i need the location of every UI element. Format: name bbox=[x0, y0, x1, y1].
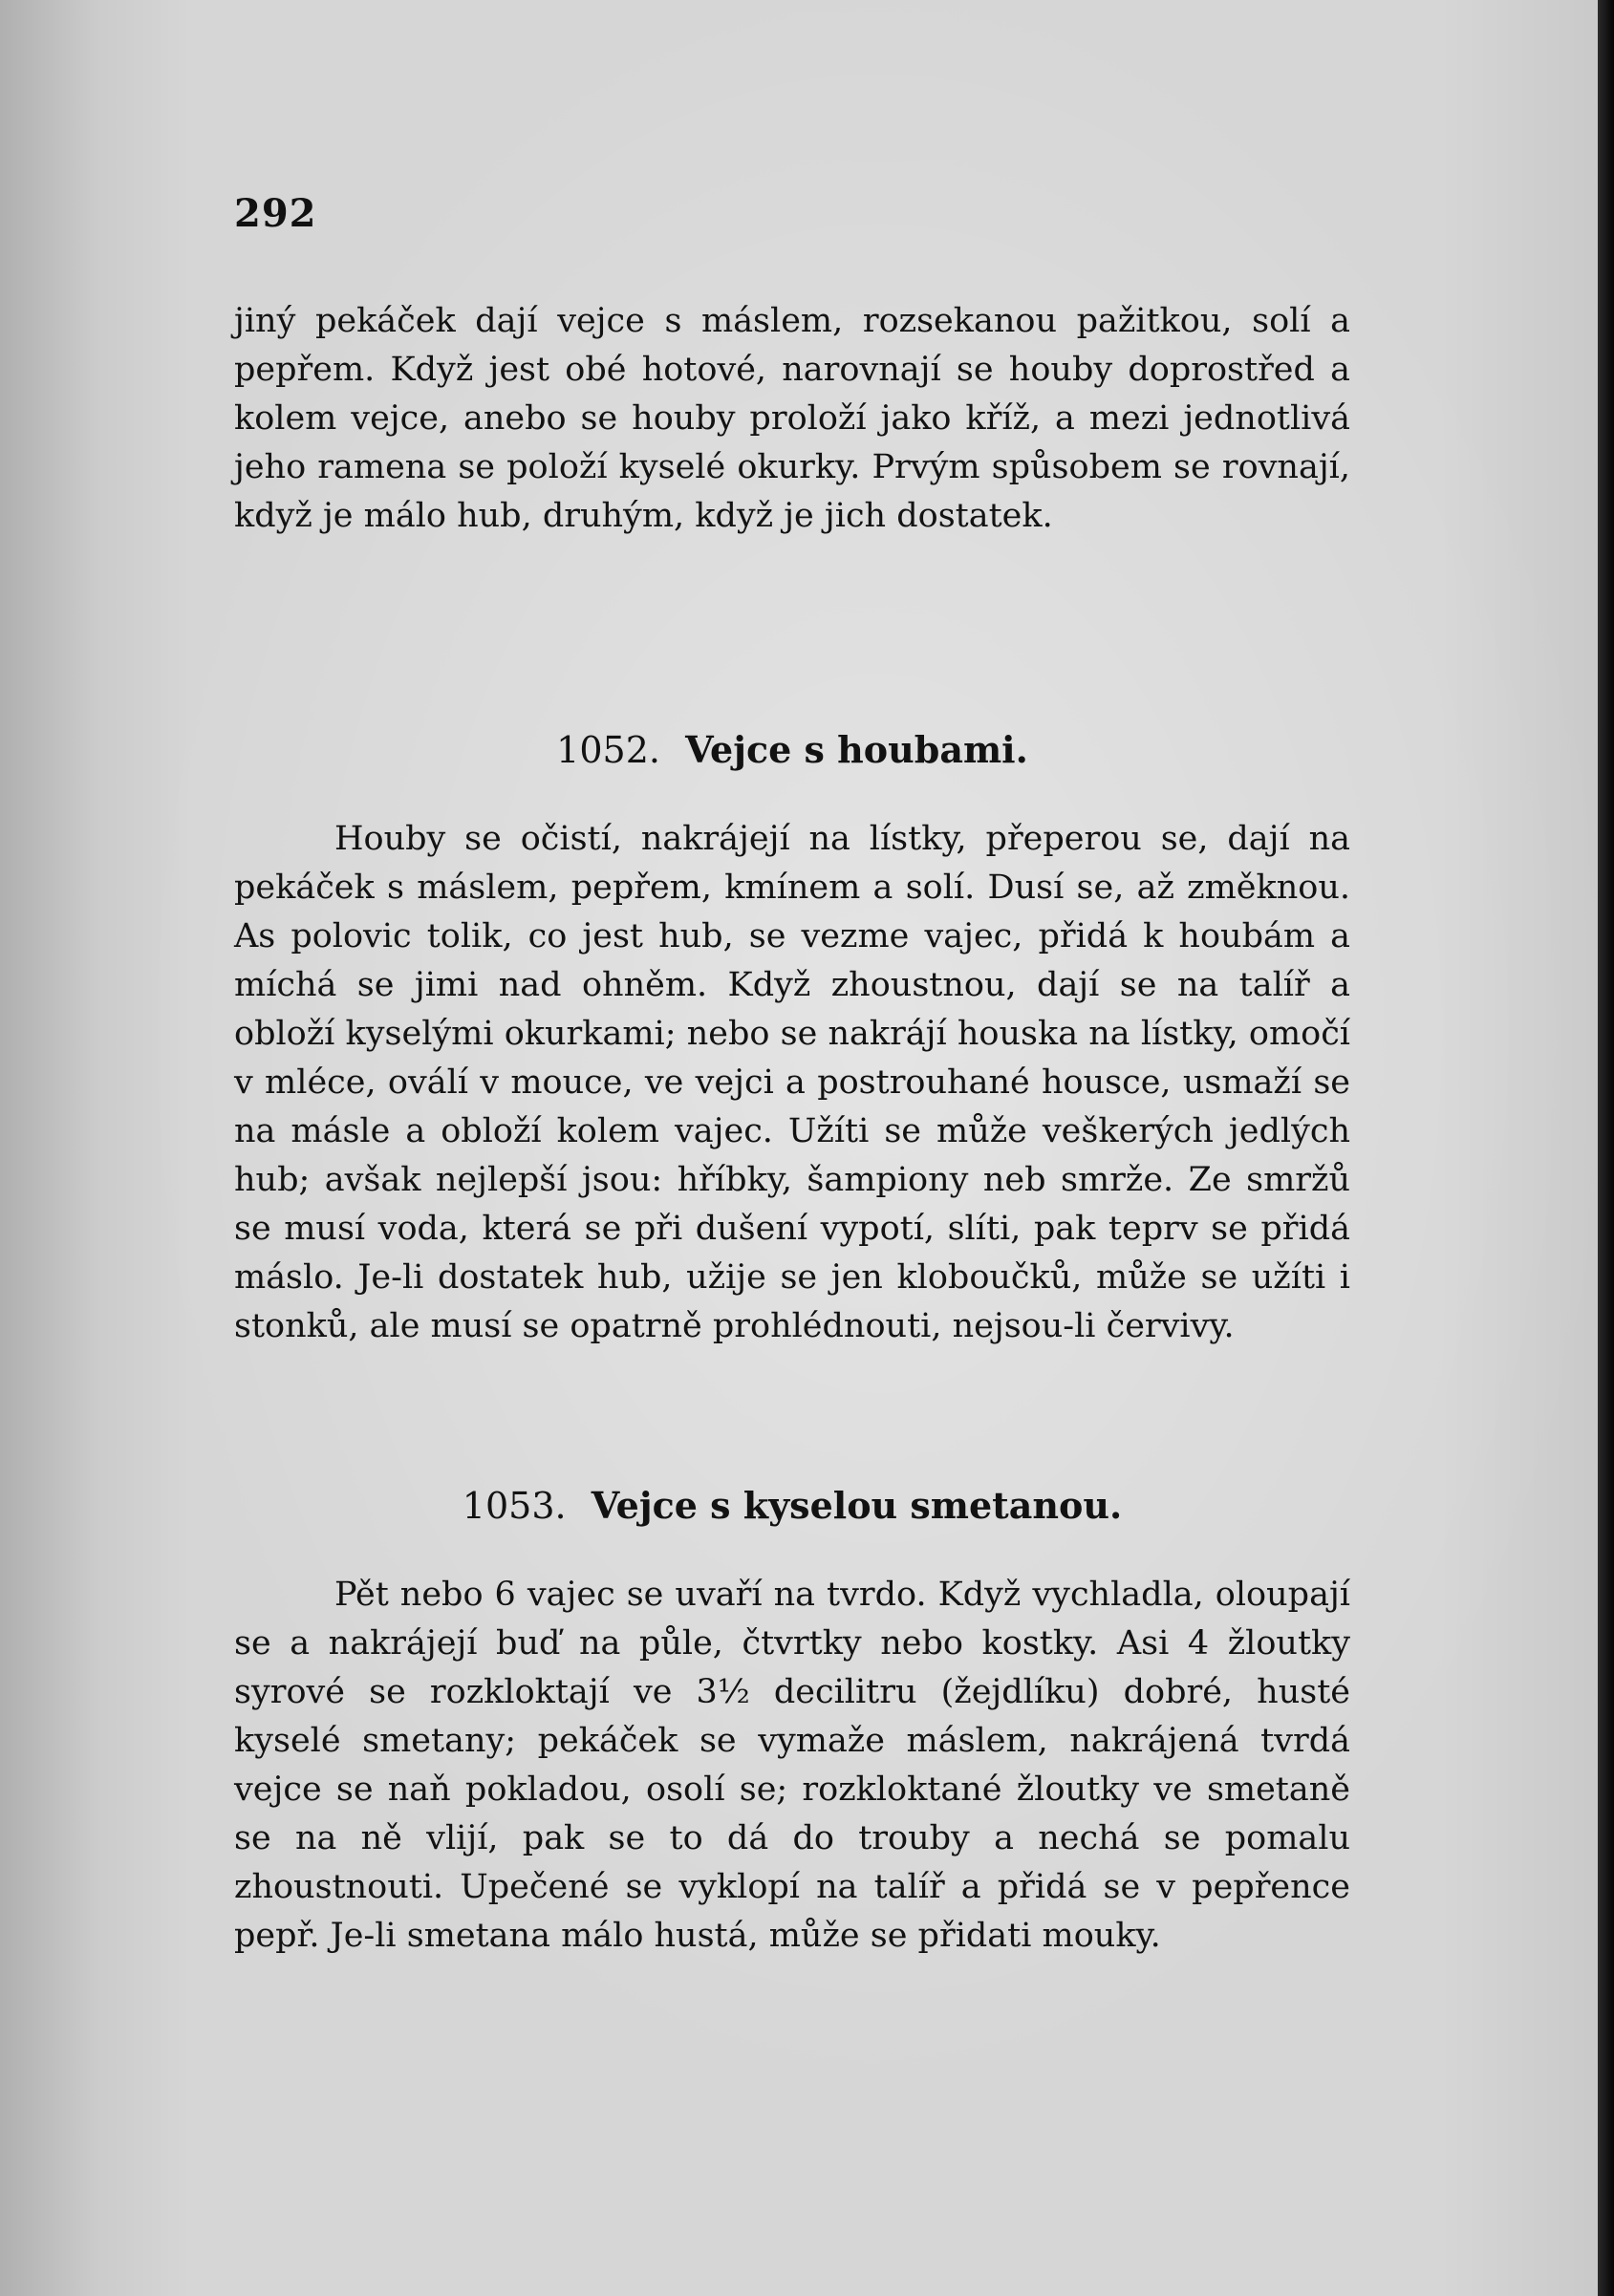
recipe-number: 1053. bbox=[462, 1485, 567, 1527]
recipe-title: Vejce s houbami. bbox=[685, 728, 1028, 771]
scan-dark-edge bbox=[1598, 0, 1614, 2296]
continuation-paragraph: jiný pekáček dají vejce s máslem, rozsekanou pažitkou, solí a pepřem. Když jest obé hotové, narovnají se houby doprostřed a kolem vejce, anebo se houby proloží jako kříž, a mezi jednotlivá jeho ramena se položí kyselé okurky. Prvým spůsobem se rovnají, když je málo hub, druhým, když je jich dostatek. bbox=[234, 302, 1350, 535]
recipe-title: Vejce s kyselou smetanou. bbox=[591, 1484, 1123, 1527]
recipe-section-1053 bbox=[234, 1477, 1350, 1961]
recipe-heading bbox=[234, 721, 1350, 779]
recipe-body: Pět nebo 6 vajec se uvaří na tvrdo. Když vychladla, oloupají se a nakrájejí buď na půle, čtvrtky nebo kostky. Asi 4 žloutky syrové se rozkloktají ve 3½ decilitru (žejdlíku) dobré, husté kyselé smetany; pekáček se vymaže máslem, nakrájená tvrdá vejce se naň pokladou, osolí se; rozkloktané žloutky ve smetaně se na ně vlijí, pak se to dá do trouby a nechá se pomalu zhoustnouti. Upečené se vyklopí na talíř a přidá se v pepřence pepř. Je-li smetana málo hustá, může se přidati mouky. bbox=[234, 1576, 1350, 1955]
recipe-heading bbox=[234, 1477, 1350, 1534]
recipe-body: Houby se očistí, nakrájejí na lístky, přeperou se, dají na pekáček s máslem, pepřem, kmínem a solí. Dusí se, až změknou. As polovic tolik, co jest hub, se vezme vajec, přidá k houbám a míchá se jimi nad ohněm. Když zhoustnou, dají se na talíř a obloží kyselými okurkami; nebo se nakrájí houska na lístky, omočí v mléce, oválí v mouce, ve vejci a postrouhané housce, usmaží se na másle a obloží kolem vajec. Užíti se může veškerých jedlých hub; avšak nejlepší jsou: hříbky, šampiony neb smrže. Ze smržů se musí voda, která se při dušení vypotí, slíti, pak teprv se přidá máslo. Je-li dostatek hub, užije se jen kloboučků, může se užíti i stonků, ale musí se opatrně prohlédnouti, nejsou-li červivy. bbox=[234, 820, 1350, 1345]
recipe-section-1052 bbox=[234, 721, 1350, 1351]
page-number: 292 bbox=[234, 191, 317, 236]
recipe-number: 1052. bbox=[556, 729, 660, 771]
continuation-paragraph-block bbox=[234, 297, 1350, 541]
